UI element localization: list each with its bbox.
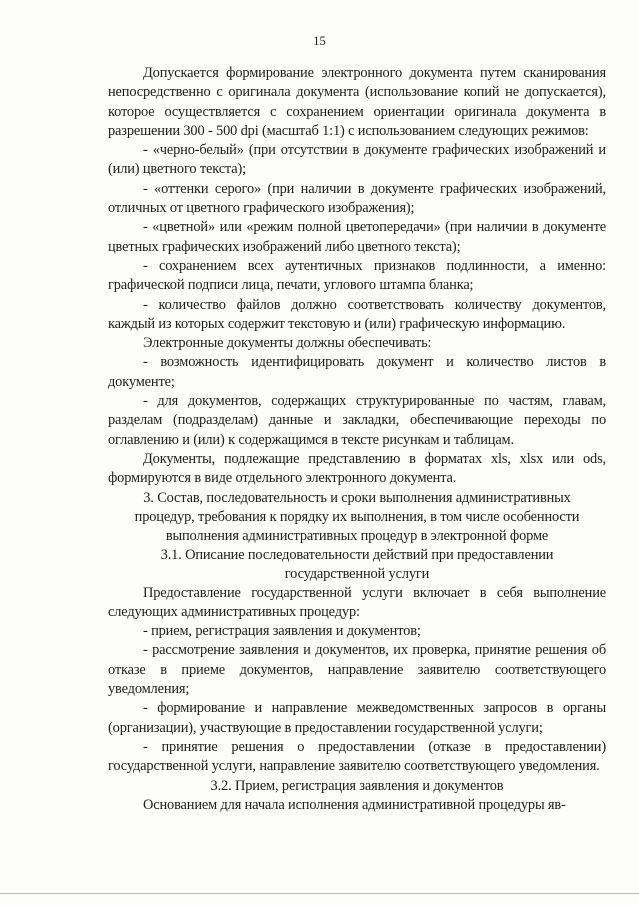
list-item: - «цветной» или «режим полной цветопередачи» (при наличии в документе цветных графических изображений либо цветного текста);	[108, 219, 606, 255]
procedures-intro: Предоставление государственной услуги включает в себя выполнение следующих административных процедур:	[108, 584, 606, 620]
list-item: - возможность идентифицировать документ и количество листов в документе;	[108, 354, 606, 390]
list-item: - для документов, содержащих структурированные по частям, главам, разделам (подразделам) данные и закладки, обеспечивающие переходы по оглавлению и (или) к содержащимся в тексте рисункам и таблицам.	[108, 393, 606, 448]
list-item: - «оттенки серого» (при наличии в документе графических изображений, отличных от цветного графического изображения);	[108, 180, 606, 217]
bottom-rule	[0, 893, 639, 894]
ensure-intro: Электронные документы должны обеспечивать:	[143, 335, 432, 352]
section-3-heading: 3. Состав, последовательность и сроки выполнения административных процедур, требования к порядку их выполнения, в том числе особенности выполнения административных процедур в электронной форме	[134, 489, 580, 544]
document-body	[108, 64, 606, 815]
list-item: - сохранением всех аутентичных признаков подлинности, а именно: графической подписи лица, печати, углового штампа бланка;	[108, 257, 606, 294]
section-3-1-heading: 3.1. Описание последовательности действий при предоставлении государственной услуги	[160, 546, 554, 582]
final-paragraph: Основанием для начала исполнения административной процедуры яв-	[143, 796, 566, 813]
list-item: - «черно-белый» (при отсутствии в документе графических изображений и (или) цветного текста);	[108, 142, 606, 178]
formats-note: Документы, подлежащие представлению в форматах xls, xlsx или ods, формируются в виде отдельного электронного документа.	[108, 450, 606, 487]
list-item: - принятие решения о предоставлении (отказе в предоставлении) государственной услуги, направление заявителю соответствующего уведомления.	[108, 738, 606, 775]
list-item: - прием, регистрация заявления и документов;	[143, 623, 421, 640]
list-item: - рассмотрение заявления и документов, их проверка, принятие решения об отказе в приеме документов, направление заявителю соответствующего уведомления;	[108, 642, 606, 698]
page-number: 15	[313, 34, 326, 48]
list-item: - количество файлов должно соответствовать количеству документов, каждый из которых содержит текстовую и (или) графическую информацию.	[108, 296, 606, 332]
scan-requirements-paragraph: Допускается формирование электронного документа путем сканирования непосредственно с оригинала документа (использование копий не допускается), которое осуществляется с сохранением ориентации оригинала документа в разрешении 300 - 500 dpi (масштаб 1:1) с использованием следующих режимов:	[108, 65, 606, 139]
section-3-2-heading: 3.2. Прием, регистрация заявления и документов	[210, 777, 504, 794]
list-item: - формирование и направление межведомственных запросов в органы (организации), участвующие в предоставлении государственной услуги;	[108, 700, 606, 736]
